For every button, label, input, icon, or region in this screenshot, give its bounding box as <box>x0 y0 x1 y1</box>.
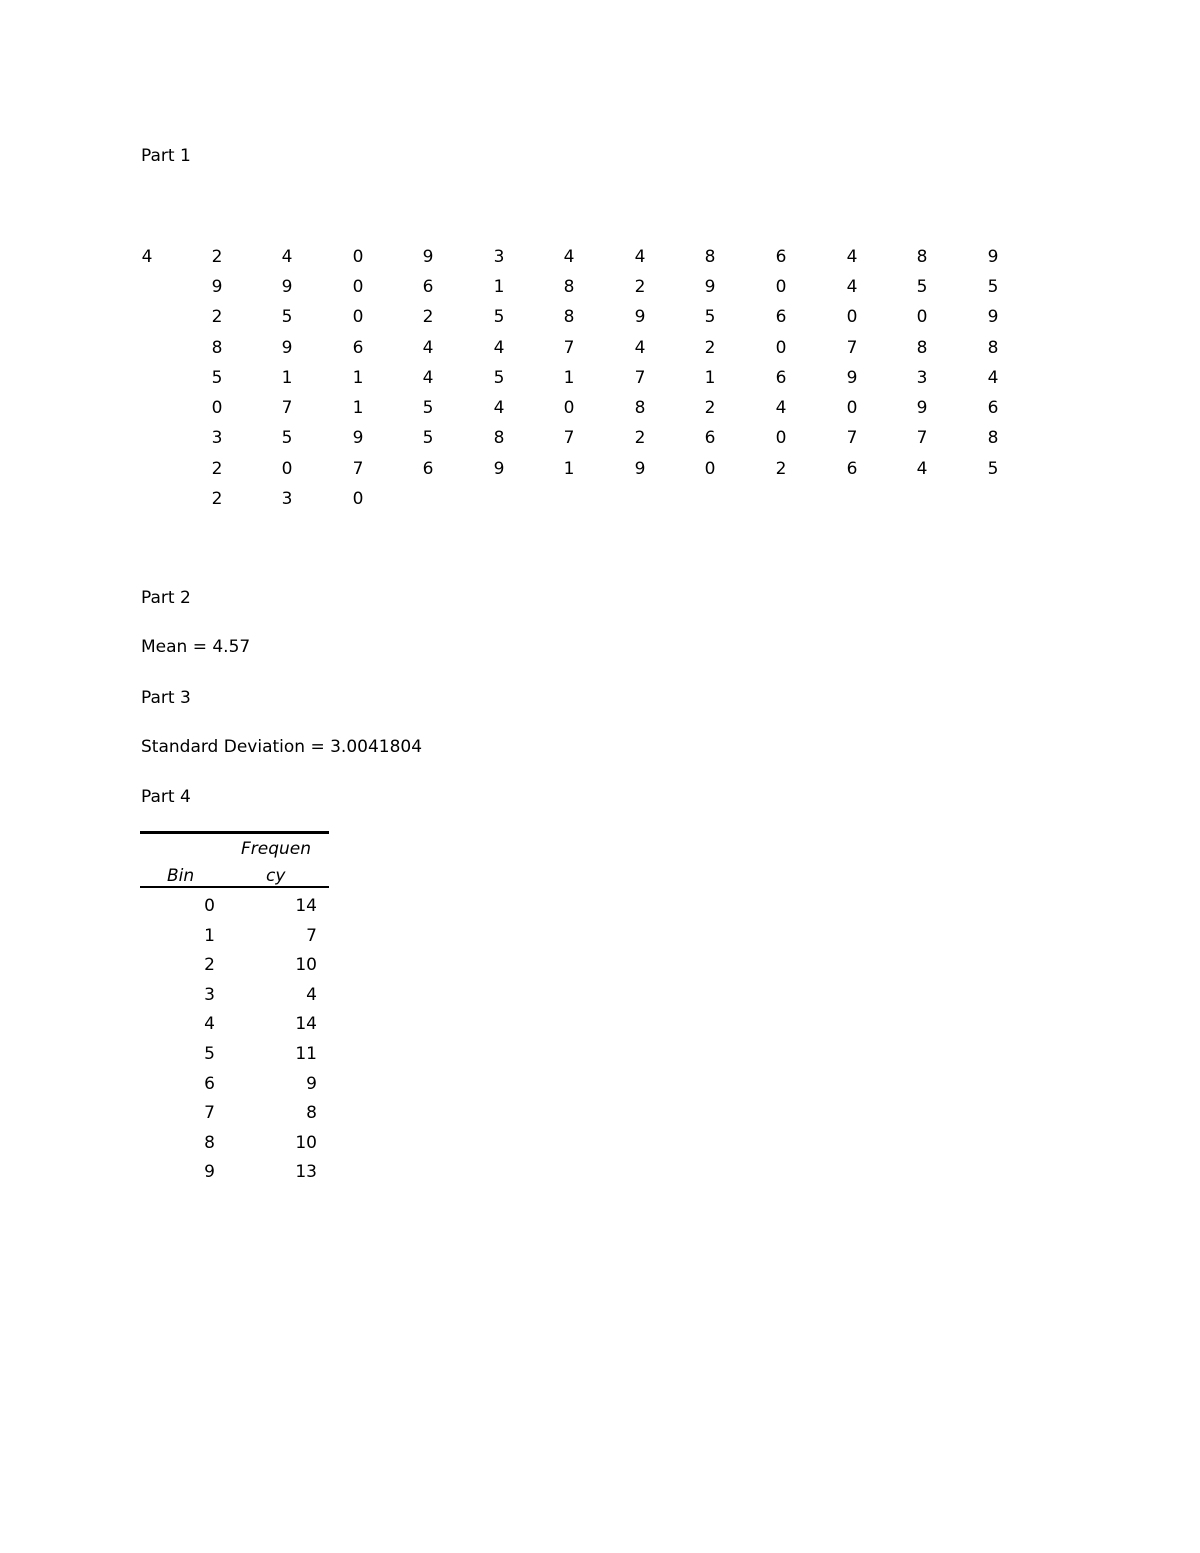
grid-cell: 3 <box>493 247 505 267</box>
grid-cell: 2 <box>422 307 434 327</box>
grid-cell: 9 <box>281 277 293 297</box>
frequency-value: 8 <box>306 1103 317 1123</box>
grid-cell: 9 <box>987 307 999 327</box>
grid-cell: 5 <box>987 277 999 297</box>
grid-cell: 0 <box>775 338 787 358</box>
grid-cell: 0 <box>704 459 716 479</box>
grid-cell: 2 <box>211 307 223 327</box>
grid-cell: 0 <box>846 307 858 327</box>
grid-cell: 3 <box>211 428 223 448</box>
part2-heading: Part 2 <box>141 588 191 608</box>
grid-cell: 5 <box>422 398 434 418</box>
grid-cell: 6 <box>775 247 787 267</box>
part1-lead-value: 4 <box>141 247 153 267</box>
grid-cell: 0 <box>211 398 223 418</box>
grid-cell: 4 <box>281 247 293 267</box>
grid-cell: 9 <box>987 247 999 267</box>
grid-cell: 8 <box>916 338 928 358</box>
grid-cell: 0 <box>352 489 364 509</box>
bin-header: Bin <box>167 866 195 886</box>
grid-cell: 4 <box>422 368 434 388</box>
part1-heading: Part 1 <box>141 146 191 166</box>
grid-cell: 8 <box>493 428 505 448</box>
part3-heading: Part 3 <box>141 688 191 708</box>
frequency-value: 13 <box>295 1162 317 1182</box>
grid-cell: 5 <box>211 368 223 388</box>
bin-value: 2 <box>204 955 215 975</box>
grid-cell: 9 <box>211 277 223 297</box>
grid-cell: 4 <box>987 368 999 388</box>
bin-value: 1 <box>204 926 215 946</box>
bin-value: 4 <box>204 1014 215 1034</box>
grid-cell: 7 <box>916 428 928 448</box>
bin-value: 7 <box>204 1103 215 1123</box>
grid-cell: 4 <box>493 398 505 418</box>
grid-cell: 9 <box>634 459 646 479</box>
mean-text: Mean = 4.57 <box>141 637 251 657</box>
grid-cell: 9 <box>422 247 434 267</box>
grid-cell: 5 <box>704 307 716 327</box>
grid-cell: 7 <box>352 459 364 479</box>
grid-cell: 6 <box>352 338 364 358</box>
grid-cell: 5 <box>916 277 928 297</box>
table-header-rule <box>140 886 329 888</box>
grid-cell: 1 <box>704 368 716 388</box>
grid-cell: 8 <box>563 277 575 297</box>
grid-cell: 4 <box>916 459 928 479</box>
grid-cell: 5 <box>493 368 505 388</box>
frequency-value: 14 <box>295 896 317 916</box>
grid-cell: 6 <box>846 459 858 479</box>
frequency-value: 10 <box>295 955 317 975</box>
grid-cell: 5 <box>493 307 505 327</box>
std-dev-text: Standard Deviation = 3.0041804 <box>141 737 423 757</box>
grid-cell: 3 <box>281 489 293 509</box>
grid-cell: 7 <box>634 368 646 388</box>
grid-cell: 6 <box>422 277 434 297</box>
grid-cell: 4 <box>846 247 858 267</box>
bin-value: 0 <box>204 896 215 916</box>
grid-cell: 5 <box>422 428 434 448</box>
grid-cell: 8 <box>987 428 999 448</box>
frequency-value: 10 <box>295 1133 317 1153</box>
grid-cell: 9 <box>916 398 928 418</box>
grid-cell: 9 <box>352 428 364 448</box>
frequency-value: 4 <box>306 985 317 1005</box>
grid-cell: 7 <box>563 338 575 358</box>
grid-cell: 8 <box>704 247 716 267</box>
grid-cell: 6 <box>422 459 434 479</box>
grid-cell: 2 <box>775 459 787 479</box>
grid-cell: 0 <box>352 277 364 297</box>
bin-value: 8 <box>204 1133 215 1153</box>
grid-cell: 6 <box>987 398 999 418</box>
grid-cell: 7 <box>846 338 858 358</box>
bin-value: 5 <box>204 1044 215 1064</box>
grid-cell: 4 <box>634 247 646 267</box>
grid-cell: 0 <box>281 459 293 479</box>
grid-cell: 4 <box>422 338 434 358</box>
grid-cell: 6 <box>775 368 787 388</box>
grid-cell: 0 <box>563 398 575 418</box>
grid-cell: 8 <box>987 338 999 358</box>
bin-value: 9 <box>204 1162 215 1182</box>
grid-cell: 0 <box>775 428 787 448</box>
grid-cell: 5 <box>281 307 293 327</box>
grid-cell: 9 <box>493 459 505 479</box>
frequency-value: 11 <box>295 1044 317 1064</box>
grid-cell: 1 <box>281 368 293 388</box>
frequency-value: 9 <box>306 1074 317 1094</box>
grid-cell: 2 <box>211 459 223 479</box>
frequency-value: 7 <box>306 926 317 946</box>
grid-cell: 0 <box>846 398 858 418</box>
grid-cell: 0 <box>775 277 787 297</box>
grid-cell: 2 <box>211 247 223 267</box>
frequency-value: 14 <box>295 1014 317 1034</box>
grid-cell: 2 <box>634 277 646 297</box>
grid-cell: 2 <box>634 428 646 448</box>
freq-header-line1: Frequen <box>241 839 312 859</box>
freq-header-line2: cy <box>266 866 286 886</box>
grid-cell: 0 <box>916 307 928 327</box>
grid-cell: 4 <box>493 338 505 358</box>
grid-cell: 7 <box>563 428 575 448</box>
table-top-rule <box>140 831 329 834</box>
grid-cell: 1 <box>352 368 364 388</box>
grid-cell: 7 <box>281 398 293 418</box>
grid-cell: 2 <box>704 398 716 418</box>
grid-cell: 0 <box>352 307 364 327</box>
grid-cell: 4 <box>846 277 858 297</box>
grid-cell: 7 <box>846 428 858 448</box>
part4-heading: Part 4 <box>141 787 191 807</box>
grid-cell: 3 <box>916 368 928 388</box>
bin-value: 6 <box>204 1074 215 1094</box>
grid-cell: 0 <box>352 247 364 267</box>
grid-cell: 6 <box>704 428 716 448</box>
grid-cell: 1 <box>493 277 505 297</box>
grid-cell: 9 <box>281 338 293 358</box>
grid-cell: 4 <box>563 247 575 267</box>
grid-cell: 8 <box>563 307 575 327</box>
grid-cell: 1 <box>563 368 575 388</box>
grid-cell: 8 <box>211 338 223 358</box>
grid-cell: 4 <box>775 398 787 418</box>
grid-cell: 5 <box>987 459 999 479</box>
grid-cell: 9 <box>846 368 858 388</box>
grid-cell: 2 <box>704 338 716 358</box>
grid-cell: 9 <box>704 277 716 297</box>
grid-cell: 1 <box>352 398 364 418</box>
grid-cell: 8 <box>634 398 646 418</box>
grid-cell: 2 <box>211 489 223 509</box>
grid-cell: 4 <box>634 338 646 358</box>
grid-cell: 1 <box>563 459 575 479</box>
grid-cell: 9 <box>634 307 646 327</box>
grid-cell: 8 <box>916 247 928 267</box>
bin-value: 3 <box>204 985 215 1005</box>
grid-cell: 6 <box>775 307 787 327</box>
grid-cell: 5 <box>281 428 293 448</box>
